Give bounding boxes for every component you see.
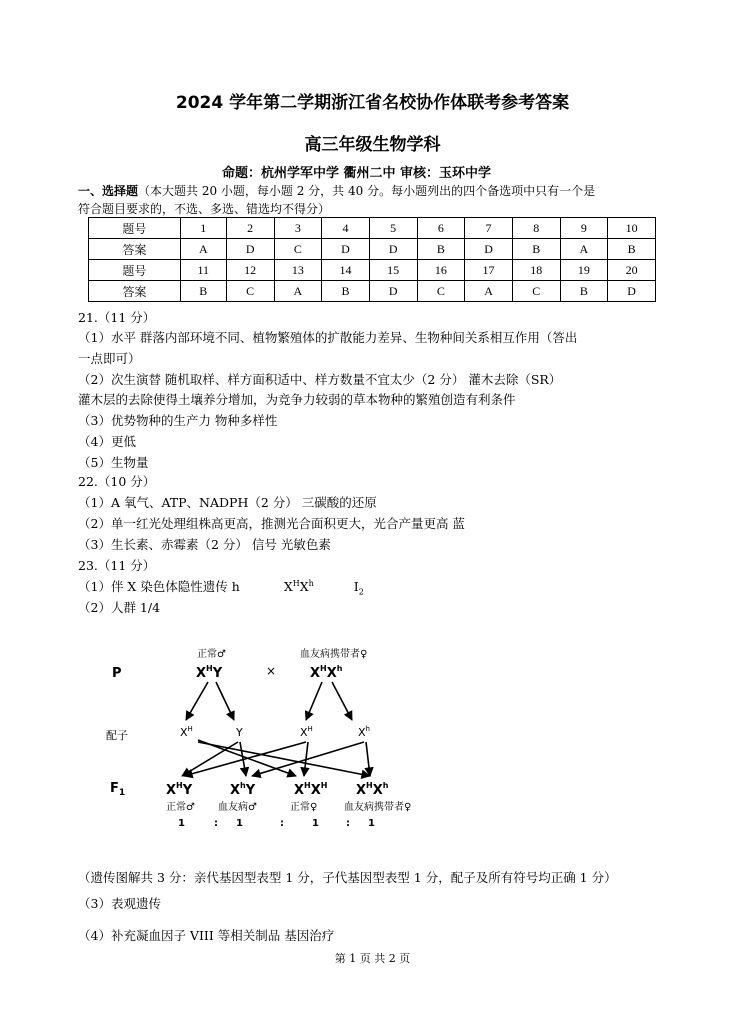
f1-phenotype-2: 血友病♂ xyxy=(218,802,257,813)
genetic-cross-diagram xyxy=(100,640,460,840)
credits: 命题：杭州学军中学 衢州二中 审核：玉环中学 xyxy=(222,166,492,181)
table-row xyxy=(89,281,656,302)
table-cell: 3 xyxy=(274,218,322,239)
table-cell: 12 xyxy=(226,260,274,281)
arrow-line xyxy=(366,742,370,776)
q21-line-4: （4）更低 xyxy=(78,434,136,449)
table-cell: D xyxy=(608,281,656,302)
q21-line-1: （1）水平 群落内部环境不同、植物繁殖体的扩散能力差异、生物种间关系相互作用（答出 xyxy=(78,330,578,345)
table-row xyxy=(89,218,656,239)
table-cell: A xyxy=(560,239,608,260)
page-title: 2024 学年第二学期浙江省名校协作体联考参考答案 xyxy=(175,93,570,113)
genotype-superscript: H xyxy=(292,578,300,588)
f1-genotype-1: $X^HY$ xyxy=(166,781,193,798)
table-cell: C xyxy=(417,281,465,302)
table-cell: 4 xyxy=(322,218,370,239)
row-label: 题号 xyxy=(89,260,181,281)
gamete-male-y: Y xyxy=(236,726,243,739)
section1-note: （本大题共 20 小题，每小题 2 分，共 40 分。每小题列出的四个备选项中只有一个是 xyxy=(138,184,596,198)
ratio-value: 1 xyxy=(368,818,375,829)
gamete-label: 配子 xyxy=(106,729,128,742)
page-footer: 第 1 页 共 2 页 xyxy=(334,952,411,965)
q23-line-1-text: （1）伴 X 染色体隐性遗传 h xyxy=(78,579,240,594)
table-cell: D xyxy=(465,239,513,260)
f1-genotype-2: $X^hY$ xyxy=(230,781,256,798)
table-cell: 15 xyxy=(369,260,417,281)
arrow-line xyxy=(216,682,234,720)
f1-label: $F_1$ xyxy=(110,781,126,798)
f1-phenotype-4: 血友病携带者♀ xyxy=(344,802,412,813)
ratio-value: 1 xyxy=(236,818,243,829)
parent-male-phenotype: 正常♂ xyxy=(197,649,226,660)
table-cell: A xyxy=(465,281,513,302)
table-cell: B xyxy=(608,239,656,260)
table-cell: 19 xyxy=(560,260,608,281)
f1-phenotype-1: 正常♂ xyxy=(166,802,195,813)
cross-symbol: × xyxy=(266,664,277,678)
q23-line-2: （2）人群 1/4 xyxy=(78,600,161,615)
table-cell: D xyxy=(226,239,274,260)
table-cell: B xyxy=(560,281,608,302)
f1-genotype-3: $X^HX^H$ xyxy=(294,781,328,798)
q23-line-4: （4）补充凝血因子 VIII 等相关制品 基因治疗 xyxy=(78,928,335,943)
table-cell: C xyxy=(274,239,322,260)
q23-line-3: （3）表观遗传 xyxy=(78,896,161,911)
page-subtitle: 高三年级生物学科 xyxy=(304,135,441,155)
table-cell: B xyxy=(417,239,465,260)
table-cell: 10 xyxy=(608,218,656,239)
q22-line-1: （1）A 氧气、ATP、NADPH（2 分） 三碳酸的还原 xyxy=(78,495,377,510)
genotype-female xyxy=(284,579,314,594)
table-cell: 9 xyxy=(560,218,608,239)
arrow-line xyxy=(186,682,208,720)
q21-line-2: （2）次生演替 随机取样、样方面积适中、样方数量不宜太少（2 分） 灌木去除（SR） xyxy=(78,372,562,387)
table-cell: 8 xyxy=(512,218,560,239)
ratio-colon: : xyxy=(346,818,350,829)
arrow-line xyxy=(306,682,322,720)
table-row xyxy=(89,239,656,260)
parent-male-genotype: $X^HY$ xyxy=(196,664,223,681)
q23-heading: 23.（11 分） xyxy=(78,558,156,573)
arrow-line xyxy=(332,682,352,720)
f1-phenotype-3: 正常♀ xyxy=(290,802,318,813)
table-cell: 16 xyxy=(417,260,465,281)
arrow-line xyxy=(182,742,238,776)
section1-intro xyxy=(78,182,595,199)
table-cell: D xyxy=(322,239,370,260)
table-cell: B xyxy=(180,281,226,302)
table-cell: 13 xyxy=(274,260,322,281)
individual-subscript: 2 xyxy=(358,587,364,597)
table-cell: 5 xyxy=(369,218,417,239)
individual-i2 xyxy=(353,579,364,597)
p-label: P xyxy=(112,666,122,681)
table-cell: A xyxy=(274,281,322,302)
ratio-value: 1 xyxy=(312,818,319,829)
section1-note-2: 符合题目要求的，不选、多选、错选均不得分） xyxy=(78,202,331,216)
table-cell: D xyxy=(369,239,417,260)
table-cell: 1 xyxy=(180,218,226,239)
q21-line-2b: 灌木层的去除使得土壤养分增加，为竞争力较弱的草本物种的繁殖创造有利条件 xyxy=(78,392,516,407)
section1-heading: 一、选择题 xyxy=(78,184,139,198)
table-cell: 2 xyxy=(226,218,274,239)
genotype-letter: X xyxy=(299,579,309,594)
table-cell: B xyxy=(512,239,560,260)
table-cell: B xyxy=(322,281,370,302)
q21-line-1b: 一点即可） xyxy=(78,351,141,366)
q21-line-3: （3）优势物种的生产力 物种多样性 xyxy=(78,413,278,428)
f1-genotype-4: $X^HX^h$ xyxy=(356,781,389,798)
table-cell: 7 xyxy=(465,218,513,239)
gamete-female-xh: $X^H$ xyxy=(300,725,313,739)
ratio-value: 1 xyxy=(178,818,185,829)
q22-heading: 22.（10 分） xyxy=(78,474,156,489)
diagram-scoring-note: （遗传图解共 3 分：亲代基因型表型 1 分，子代基因型表型 1 分，配子及所有符号均正确 1 分） xyxy=(78,870,617,885)
genotype-superscript: h xyxy=(308,578,314,588)
table-cell: D xyxy=(369,281,417,302)
table-cell: A xyxy=(180,239,226,260)
ratio-colon: : xyxy=(214,818,218,829)
table-cell: 6 xyxy=(417,218,465,239)
table-cell: 11 xyxy=(180,260,226,281)
q21-heading: 21.（11 分） xyxy=(78,310,156,325)
table-cell: 20 xyxy=(608,260,656,281)
table-cell: C xyxy=(226,281,274,302)
gamete-female-xh-recessive: $X^h$ xyxy=(358,725,370,739)
row-label: 答案 xyxy=(89,239,181,260)
q22-line-3: （3）生长素、赤霉素（2 分） 信号 光敏色素 xyxy=(78,537,331,552)
gamete-male-xh: $X^H$ xyxy=(180,725,193,739)
row-label: 答案 xyxy=(89,281,181,302)
table-row xyxy=(89,260,656,281)
parent-female-genotype: $X^HX^h$ xyxy=(310,664,343,681)
row-label: 题号 xyxy=(89,218,181,239)
answer-table xyxy=(88,217,656,302)
individual-letter: I xyxy=(353,579,359,594)
table-cell: C xyxy=(512,281,560,302)
table-cell: 17 xyxy=(465,260,513,281)
q21-line-5: （5）生物量 xyxy=(78,455,149,470)
genotype-letter: X xyxy=(283,579,293,594)
q22-line-2: （2）单一红光处理组株高更高，推测光合面积更大，光合产量更高 蓝 xyxy=(78,516,465,531)
ratio-colon: : xyxy=(280,818,284,829)
parent-female-phenotype: 血友病携带者♀ xyxy=(300,649,368,660)
q23-line-1 xyxy=(78,577,364,597)
table-cell: 14 xyxy=(322,260,370,281)
table-cell: 18 xyxy=(512,260,560,281)
